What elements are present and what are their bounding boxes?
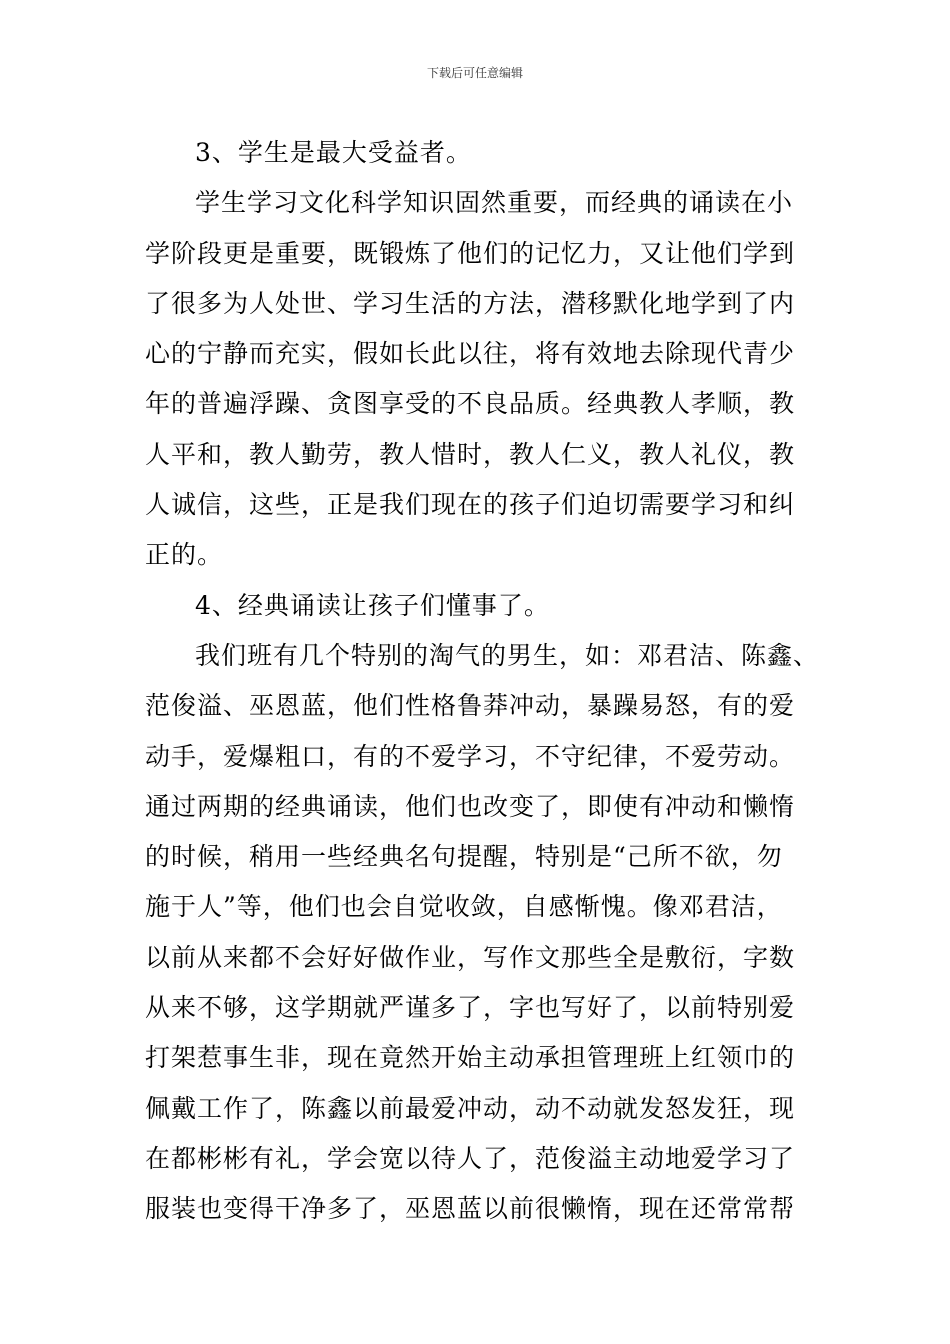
text-line: 施于人”等，他们也会自觉收敛，自感惭愧。像邓君洁， bbox=[145, 892, 783, 922]
text-line: 人平和，教人勤劳，教人惜时，教人仁义，教人礼仪，教 bbox=[145, 439, 796, 469]
text-line: 4、经典诵读让孩子们懂事了。 bbox=[195, 590, 550, 620]
text-line: 人诚信，这些，正是我们现在的孩子们迫切需要学习和纠 bbox=[145, 490, 796, 520]
text-line: 的时候，稍用一些经典名句提醒，特别是“己所不欲，勿 bbox=[145, 842, 783, 872]
text-line: 以前从来都不会好好做作业，写作文那些全是敷衍，字数 bbox=[145, 942, 796, 972]
text-line: 服装也变得干净多了，巫恩蓝以前很懒惰，现在还常常帮 bbox=[145, 1194, 796, 1224]
text-line: 正的。 bbox=[145, 540, 224, 570]
text-line: 年的普遍浮躁、贪图享受的不良品质。经典教人孝顺，教 bbox=[145, 389, 796, 419]
text-line: 学生学习文化科学知识固然重要，而经典的诵读在小 bbox=[195, 188, 794, 218]
text-line: 我们班有几个特别的淘气的男生，如：邓君洁、陈鑫、 bbox=[195, 640, 820, 670]
text-line: 从来不够，这学期就严谨多了，字也写好了，以前特别爱 bbox=[145, 993, 796, 1023]
text-line: 通过两期的经典诵读，他们也改变了，即使有冲动和懒惰 bbox=[145, 791, 796, 821]
page-header: 下载后可任意编辑 bbox=[426, 66, 523, 80]
text-line: 佩戴工作了，陈鑫以前最爱冲动，动不动就发怒发狂，现 bbox=[145, 1093, 796, 1123]
text-line: 在都彬彬有礼，学会宽以待人了，范俊溢主动地爱学习了 bbox=[145, 1143, 796, 1173]
text-line: 学阶段更是重要，既锻炼了他们的记忆力，又让他们学到 bbox=[145, 238, 796, 268]
text-line: 打架惹事生非，现在竟然开始主动承担管理班上红领巾的 bbox=[145, 1043, 796, 1073]
text-line: 了很多为人处世、学习生活的方法，潜移默化地学到了内 bbox=[145, 288, 796, 318]
text-line: 3、学生是最大受益者。 bbox=[195, 138, 472, 167]
text-line: 心的宁静而充实，假如长此以往，将有效地去除现代青少 bbox=[145, 339, 796, 369]
document-body bbox=[145, 128, 820, 1235]
text-line: 动手，爱爆粗口，有的不爱学习，不守纪律，不爱劳动。 bbox=[145, 741, 796, 771]
text-line: 范俊溢、巫恩蓝，他们性格鲁莽冲动，暴躁易怒，有的爱 bbox=[145, 691, 796, 721]
